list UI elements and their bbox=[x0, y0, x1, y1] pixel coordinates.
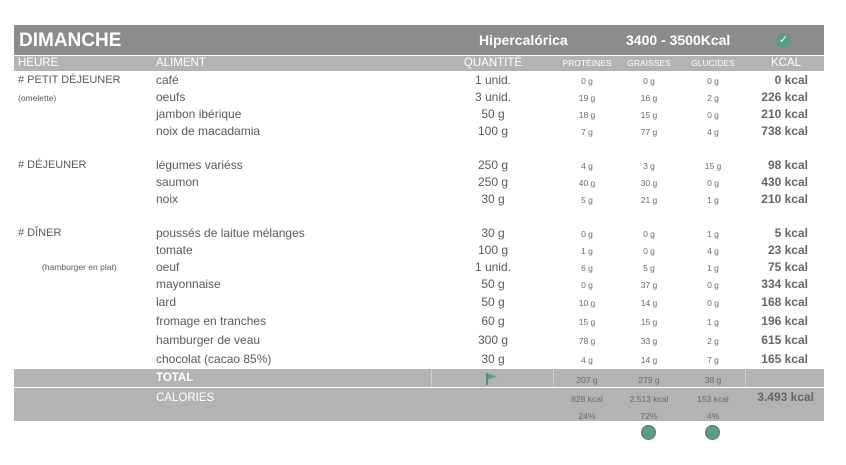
row-proteines: 0 g bbox=[581, 280, 593, 290]
row-graisses: 14 g bbox=[640, 298, 658, 308]
row-quantite: 1 unid. bbox=[474, 260, 512, 274]
row-quantite: 1 unid. bbox=[474, 73, 512, 87]
row-quantite: 300 g bbox=[477, 333, 509, 347]
calories-graisses: 2.513 kcal bbox=[629, 394, 669, 404]
row-kcal: 75 kcal bbox=[767, 260, 808, 274]
row-graisses: 16 g bbox=[640, 93, 658, 103]
divider bbox=[745, 369, 746, 387]
header-heure: HEURE bbox=[18, 57, 59, 69]
row-aliment: saumon bbox=[156, 175, 199, 189]
row-proteines: 19 g bbox=[578, 93, 596, 103]
row-glucides: 7 g bbox=[707, 355, 719, 365]
row-glucides: 4 g bbox=[707, 127, 719, 137]
row-quantite: 30 g bbox=[481, 192, 505, 206]
row-kcal: 615 kcal bbox=[761, 333, 808, 347]
row-glucides: 1 g bbox=[707, 263, 719, 273]
total-proteines: 207 g bbox=[576, 375, 598, 385]
meal-label-breakfast: # PETIT DÉJEUNER bbox=[18, 74, 121, 86]
row-glucides: 0 g bbox=[707, 178, 719, 188]
row-aliment: chocolat (cacao 85%) bbox=[156, 352, 272, 366]
total-graisses: 279 g bbox=[638, 375, 660, 385]
row-quantite: 30 g bbox=[481, 226, 505, 240]
row-glucides: 0 g bbox=[707, 76, 719, 86]
calories-proteines: 828 kcal bbox=[571, 394, 603, 404]
row-kcal: 0 kcal bbox=[774, 73, 808, 87]
row-graisses: 0 g bbox=[643, 246, 655, 256]
row-proteines: 6 g bbox=[581, 263, 593, 273]
row-proteines: 4 g bbox=[581, 161, 593, 171]
row-proteines: 40 g bbox=[578, 178, 596, 188]
row-glucides: 4 g bbox=[707, 246, 719, 256]
kcal-range: 3400 - 3500Kcal bbox=[626, 32, 731, 48]
row-kcal: 738 kcal bbox=[761, 124, 808, 138]
row-graisses: 77 g bbox=[640, 127, 658, 137]
row-kcal: 334 kcal bbox=[761, 277, 808, 291]
row-quantite: 30 g bbox=[481, 352, 505, 366]
row-kcal: 168 kcal bbox=[761, 295, 808, 309]
row-graisses: 15 g bbox=[640, 110, 658, 120]
row-graisses: 14 g bbox=[640, 355, 658, 365]
total-label: TOTAL bbox=[156, 372, 194, 384]
calories-glucides: 153 kcal bbox=[697, 394, 729, 404]
row-glucides: 15 g bbox=[704, 161, 722, 171]
row-kcal: 5 kcal bbox=[774, 226, 808, 240]
green-circle-icon bbox=[705, 425, 720, 440]
header-aliment: ALIMENT bbox=[156, 57, 206, 69]
meal-label-lunch: # DÉJEUNER bbox=[18, 159, 87, 171]
row-glucides: 0 g bbox=[707, 298, 719, 308]
row-graisses: 21 g bbox=[640, 195, 658, 205]
row-kcal: 226 kcal bbox=[761, 90, 808, 104]
row-quantite: 50 g bbox=[481, 277, 505, 291]
calories-total: 3.493 kcal bbox=[757, 390, 814, 404]
divider bbox=[431, 369, 432, 387]
row-kcal: 196 kcal bbox=[761, 314, 808, 328]
row-aliment: oeufs bbox=[156, 90, 186, 104]
row-quantite: 60 g bbox=[481, 314, 505, 328]
calories-label: CALORIES bbox=[156, 392, 215, 404]
day-title: DIMANCHE bbox=[19, 30, 122, 51]
header-quantite: QUANTITÉ bbox=[463, 57, 523, 69]
diet-type: Hipercalórica bbox=[479, 32, 568, 48]
row-aliment: mayonnaise bbox=[156, 277, 221, 291]
header-kcal: KCAL bbox=[770, 57, 802, 69]
row-aliment: fromage en tranches bbox=[156, 314, 267, 328]
row-glucides: 0 g bbox=[707, 280, 719, 290]
row-aliment: café bbox=[156, 73, 179, 87]
flag-icon bbox=[485, 372, 499, 386]
divider bbox=[553, 369, 554, 387]
row-graisses: 0 g bbox=[643, 76, 655, 86]
meal-note-breakfast: (omelette) bbox=[18, 93, 57, 103]
row-graisses: 15 g bbox=[640, 317, 658, 327]
row-aliment: légumes variéss bbox=[156, 158, 243, 172]
row-proteines: 4 g bbox=[581, 355, 593, 365]
row-graisses: 30 g bbox=[640, 178, 658, 188]
total-row bbox=[14, 369, 824, 387]
row-glucides: 1 g bbox=[707, 317, 719, 327]
row-quantite: 250 g bbox=[477, 158, 509, 172]
row-glucides: 2 g bbox=[707, 93, 719, 103]
row-aliment: noix de macadamia bbox=[156, 124, 261, 138]
total-glucides: 38 g bbox=[704, 375, 722, 385]
row-quantite: 50 g bbox=[481, 107, 505, 121]
row-aliment: poussés de laitue mélanges bbox=[156, 226, 305, 240]
row-proteines: 0 g bbox=[581, 229, 593, 239]
row-aliment: noix bbox=[156, 192, 179, 206]
percent-proteines: 24% bbox=[578, 411, 596, 421]
meal-note-dinner: (hamburger en plat) bbox=[42, 262, 117, 272]
row-kcal: 165 kcal bbox=[761, 352, 808, 366]
row-kcal: 210 kcal bbox=[761, 192, 808, 206]
header-graisses: GRAISSES bbox=[627, 58, 671, 68]
row-glucides: 2 g bbox=[707, 336, 719, 346]
row-proteines: 18 g bbox=[578, 110, 596, 120]
row-proteines: 5 g bbox=[581, 195, 593, 205]
row-aliment: jambon ibérique bbox=[156, 107, 242, 121]
percent-glucides: 4% bbox=[706, 411, 720, 421]
row-graisses: 5 g bbox=[643, 263, 655, 273]
row-proteines: 15 g bbox=[578, 317, 596, 327]
row-quantite: 250 g bbox=[477, 175, 509, 189]
row-glucides: 1 g bbox=[707, 229, 719, 239]
row-graisses: 0 g bbox=[643, 229, 655, 239]
row-proteines: 78 g bbox=[578, 336, 596, 346]
row-aliment: lard bbox=[156, 295, 177, 309]
row-aliment: hamburger de veau bbox=[156, 333, 261, 347]
header-proteines: PROTÉINES bbox=[562, 58, 612, 68]
row-proteines: 10 g bbox=[578, 298, 596, 308]
row-aliment: oeuf bbox=[156, 260, 180, 274]
row-glucides: 0 g bbox=[707, 110, 719, 120]
row-graisses: 3 g bbox=[643, 161, 655, 171]
row-aliment: tomate bbox=[156, 243, 193, 257]
row-kcal: 23 kcal bbox=[767, 243, 808, 257]
row-kcal: 430 kcal bbox=[761, 175, 808, 189]
row-proteines: 1 g bbox=[581, 246, 593, 256]
row-graisses: 33 g bbox=[640, 336, 658, 346]
row-quantite: 50 g bbox=[481, 295, 505, 309]
header-glucides: GLUCIDES bbox=[691, 58, 735, 68]
row-graisses: 37 g bbox=[640, 280, 658, 290]
row-quantite: 100 g bbox=[477, 124, 509, 138]
row-quantite: 100 g bbox=[477, 243, 509, 257]
row-kcal: 210 kcal bbox=[761, 107, 808, 121]
green-circle-icon bbox=[641, 425, 656, 440]
row-glucides: 1 g bbox=[707, 195, 719, 205]
check-circle-icon: ✓ bbox=[776, 33, 791, 48]
row-proteines: 7 g bbox=[581, 127, 593, 137]
row-quantite: 3 unid. bbox=[474, 90, 512, 104]
row-proteines: 0 g bbox=[581, 76, 593, 86]
percent-graisses: 72% bbox=[640, 411, 658, 421]
row-kcal: 98 kcal bbox=[767, 158, 808, 172]
meal-label-dinner: # DÎNER bbox=[18, 227, 62, 239]
